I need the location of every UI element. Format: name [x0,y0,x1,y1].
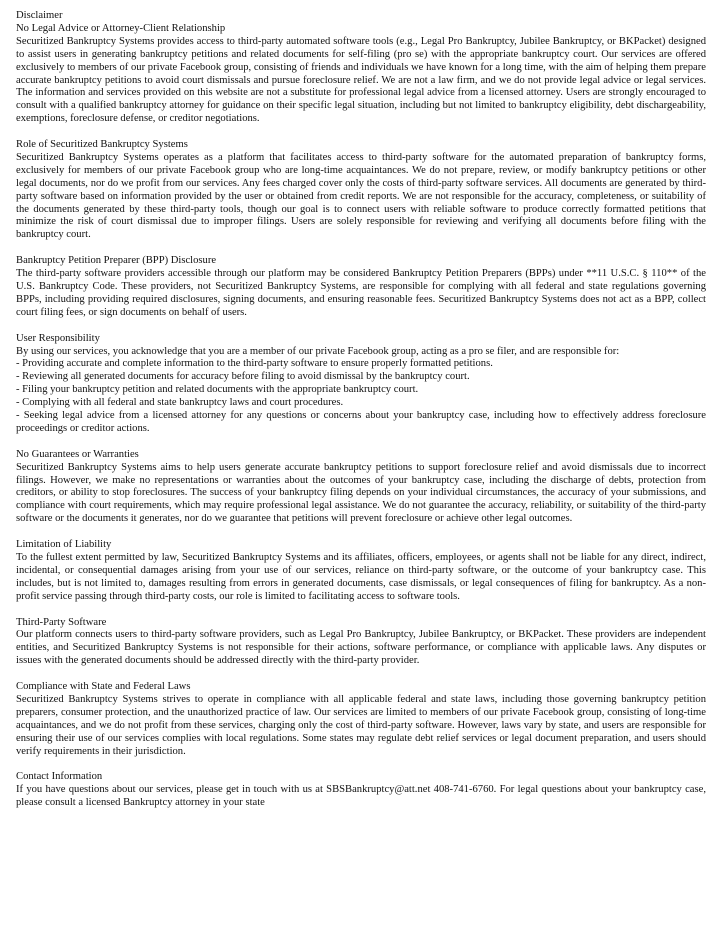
section-body: Securitized Bankruptcy Systems operates as a platform that facilitates access to third-party software for the automated preparation of bankruptcy forms, exclusively for members of our private Facebook group who are long-time acquaintances. We do not prepare, review, or modify bankruptcy petitions or other legal documents, nor do we profit from our services. Any fees charged cover only the costs of third-party software services. All documents are generated by third-party software based on information provided by the user or obtained from credit reports. We are not responsible for the accuracy, completeness, or suitability of the documents generated by these third-party tools, though our goal is to connect users with reliable software to produce correctly formatted petitions that minimize the risk of court dismissal due to improper filings. Users are solely responsible for reviewing and verifying all documents before filing with the bankruptcy court. [16,151,706,241]
section-body: Our platform connects users to third-party software providers, such as Legal Pro Bankruptcy, Jubilee Bankruptcy, or BKPacket. These providers are independent entities, and Securitized Bankruptcy Systems is not responsible for their actions, software performance, or compliance with applicable laws. Any disputes or issues with the generated documents should be addressed directly with the third-party provider. [16,629,706,667]
list-item: - Providing accurate and complete information to the third-party software to ensure properly formatted petitions. [16,358,493,370]
responsibility-list [16,358,706,435]
section-heading: Bankruptcy Petition Preparer (BPP) Disclosure [16,255,217,267]
section-body: Securitized Bankruptcy Systems aims to help users generate accurate bankruptcy petitions to support foreclosure relief and avoid dismissals due to incorrect filings. However, we make no representations or warranties about the outcomes of your bankruptcy case, including the discharge of debts, protection from creditors, or ability to stop foreclosures. The success of your bankruptcy filing depends on your individual circumstances, the accuracy of your submissions, and compliance with court requirements, which may require professional legal assistance. We do not guarantee the accuracy, reliability, or suitability of the third-party software or the documents it generates, nor do we guarantee that petitions will prevent foreclosure or achieve other legal outcomes. [16,461,706,525]
section-intro: By using our services, you acknowledge that you are a member of our private Facebook group, acting as a pro se filer, and are responsible for: [16,345,620,357]
disclaimer-document [16,10,706,823]
section-bpp-disclosure [16,255,706,320]
section-heading: Compliance with State and Federal Laws [16,681,191,693]
section-heading: Third-Party Software [16,616,107,628]
list-item: - Seeking legal advice from a licensed attorney for any questions or concerns about your bankruptcy case, including how to effectively address foreclosure proceedings or creditor actions. [16,410,706,434]
section-no-legal-advice [16,23,706,126]
section-role [16,139,706,242]
section-heading: Limitation of Liability [16,539,112,551]
section-heading: No Legal Advice or Attorney-Client Relationship [16,22,226,34]
contact-text-before: If you have questions about our services, please get in touch with us at [16,784,327,796]
list-item: - Filing your bankruptcy petition and related documents with the appropriate bankruptcy court. [16,384,419,396]
section-body: The third-party software providers accessible through our platform may be considered Bankruptcy Petition Preparers (BPPs) under **11 U.S.C. § 110** of the U.S. Bankruptcy Code. These providers, not Securitized Bankruptcy Systems, are responsible for complying with all federal and state regulations governing BPPs, including providing required disclosures, signing documents, and ensuring reasonable fees. Securitized Bankruptcy Systems does not act as a BPP, collect court filing fees, or sign documents on behalf of users. [16,268,706,318]
section-contact [16,771,706,810]
contact-text-after: 408-741-6760. For legal questions about your bankruptcy case, please consult a licensed Bankruptcy attorney in your state [16,784,706,809]
section-body: Securitized Bankruptcy Systems provides access to third-party automated software tools (e.g., Legal Pro Bankruptcy, Jubilee Bankruptcy, or BKPacket) designed to assist users in generating bankruptcy petitions and related documents for self-filing (pro se) with the appropriate bankruptcy court. Our services are offered exclusively to members of our private Facebook group, consisting of friends and individuals we have known for a long time, with the aim of helping them prepare accurate bankruptcy petitions to avoid court dismissals and pursue foreclosure relief. We are not a law firm, and we do not provide legal advice or legal services. The information and services provided on this website are not a substitute for professional legal advice from a licensed attorney. Users are strongly encouraged to consult with a qualified bankruptcy attorney for guidance on their specific legal situation, including but not limited to bankruptcy eligibility, debt dischargeability, exemptions, foreclosure defense, or creditor negotiations. [16,35,706,125]
list-item: - Reviewing all generated documents for accuracy before filing to avoid dismissal by the bankruptcy court. [16,371,470,383]
contact-paragraph [16,784,706,810]
section-heading: No Guarantees or Warranties [16,448,139,460]
contact-email: SBSBankruptcy@att.net [326,784,431,796]
section-limitation-of-liability [16,539,706,604]
section-compliance [16,681,706,758]
section-heading: Role of Securitized Bankruptcy Systems [16,139,188,151]
section-user-responsibility [16,333,706,436]
section-heading: Contact Information [16,771,103,783]
document-title: Disclaimer [16,10,63,21]
section-body: To the fullest extent permitted by law, Securitized Bankruptcy Systems and its affiliates, officers, employees, or agents shall not be liable for any direct, indirect, incidental, or consequential damages arising from your use of our services, reliance on third-party software, or the outcome of your bankruptcy case. This includes, but is not limited to, damages resulting from errors in generated documents, case dismissals, or legal consequences of filing for bankruptcy. As a non-profit service passing through third-party costs, our role is limited to facilitating access to software tools. [16,551,706,602]
section-body: Securitized Bankruptcy Systems strives to operate in compliance with all applicable federal and state laws, including those governing bankruptcy petition preparers, consumer protection, and the unauthorized practice of law. Our services are limited to members of our private Facebook group, consisting of long-time acquaintances, and we do not profit from these services, charging only the cost of third-party software. However, laws vary by state, and users are responsible for ensuring their use of our services complies with local regulations. Some states may regulate debt relief services or legal document preparation, and users should verify requirements in their jurisdiction. [16,693,706,757]
section-no-guarantees [16,449,706,526]
section-heading: User Responsibility [16,332,100,344]
section-third-party-software [16,617,706,669]
list-item: - Complying with all federal and state bankruptcy laws and court procedures. [16,397,344,409]
